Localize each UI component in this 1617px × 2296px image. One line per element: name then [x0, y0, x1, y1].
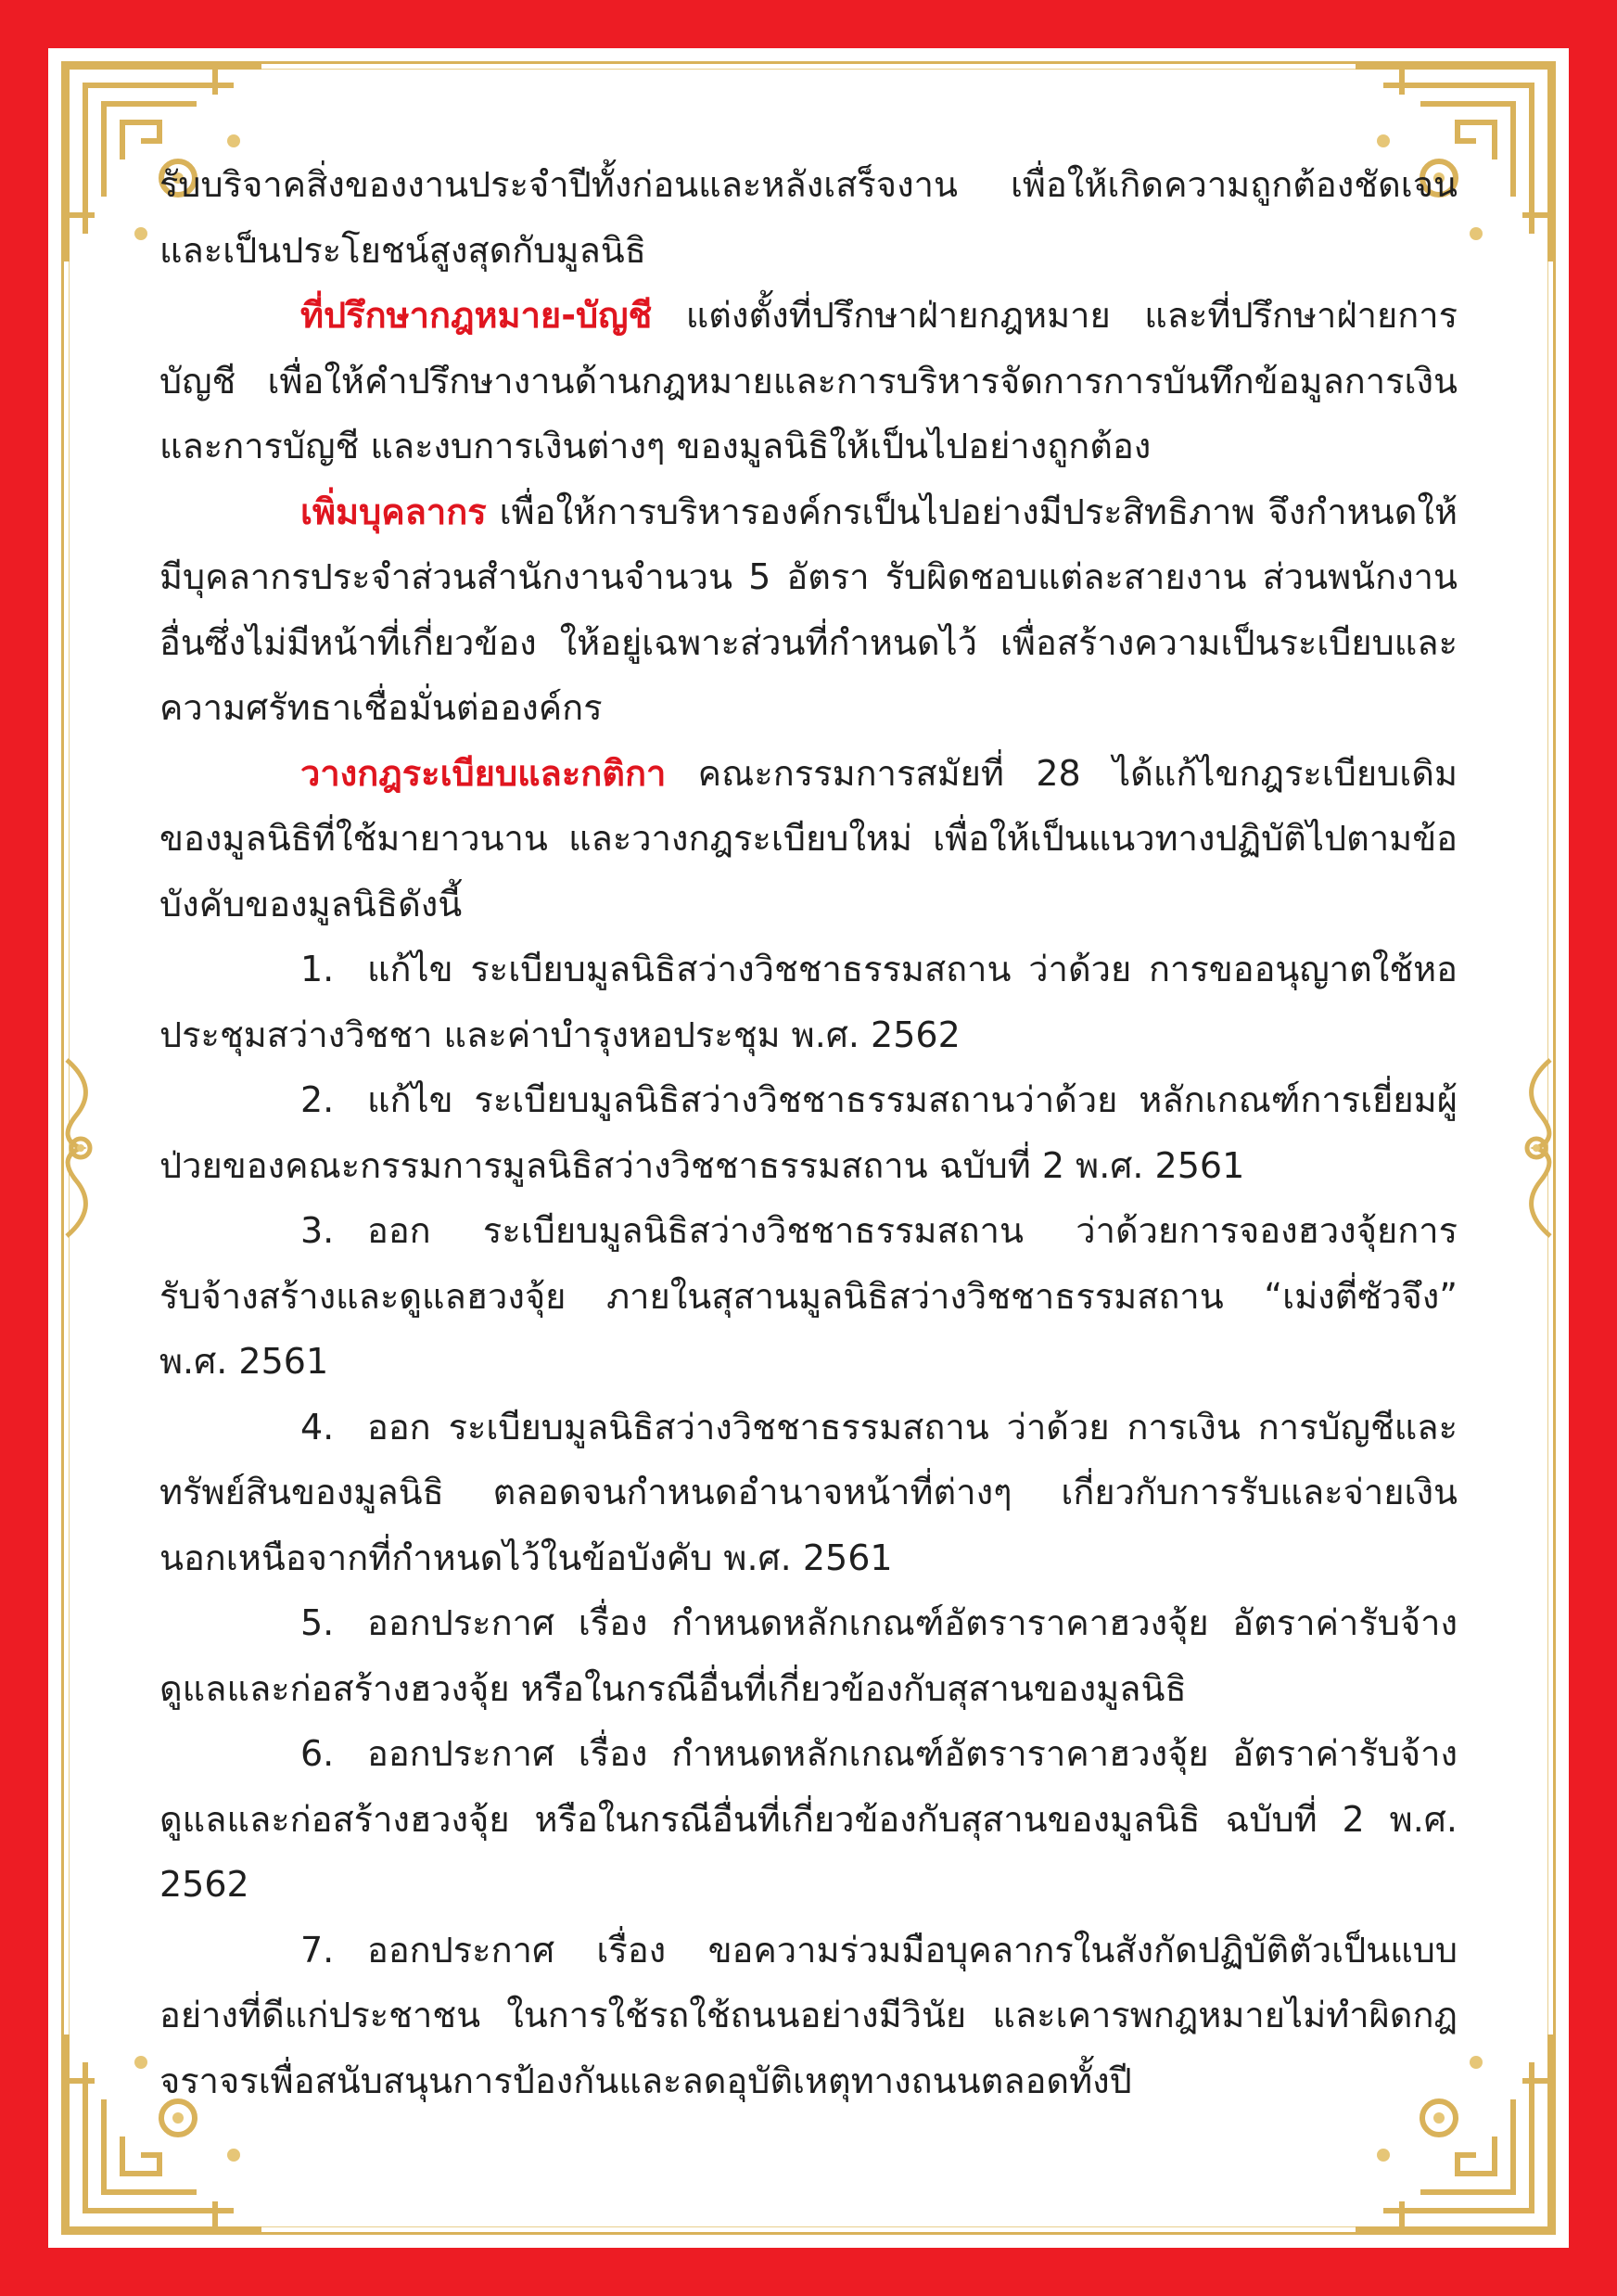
section-paragraph — [159, 283, 1458, 479]
section-text: เพื่อให้การบริหารองค์กรเป็นไปอย่างมีประสิทธิภาพ จึงกำหนดให้มีบุคลากรประจำส่วนสำนักงานจำนวน 5 อัตรา รับผิดชอบแต่ละสายงาน ส่วนพนักงานอื่นซึ่งไม่มีหน้าที่เกี่ยวข้อง ให้อยู่เฉพาะส่วนที่กำหนดไว้ เพื่อสร้างความเป็นระเบียบและความศรัทธาเชื่อมั่นต่อองค์กร — [159, 491, 1458, 728]
item-text: ออกประกาศ เรื่อง ขอความร่วมมือบุคลากรในสังกัดปฏิบัติตัวเป็นแบบอย่างที่ดีแก่ประชาชน ในการใช้รถใช้ถนนอย่างมีวินัย และเคารพกฎหมายไม่ทำผิดกฎจราจรเพื่อสนับสนุนการป้องกันและลดอุบัติเหตุทางถนนตลอดทั้งปี — [159, 1929, 1458, 2101]
list-item — [159, 1395, 1458, 1591]
item-text: ออก ระเบียบมูลนิธิสว่างวิชชาธรรมสถาน ว่าด้วยการจองฮวงจุ้ยการรับจ้างสร้างและดูแลฮวงจุ้ย ภายในสุสานมูลนิธิสว่างวิชชาธรรมสถาน “เม่งตี่ซัวจึง” พ.ศ. 2561 — [159, 1210, 1458, 1382]
item-number: 5. — [300, 1602, 335, 1643]
list-item — [159, 1067, 1458, 1198]
item-text: ออกประกาศ เรื่อง กำหนดหลักเกณฑ์อัตราราคาฮวงจุ้ย อัตราค่ารับจ้าง ดูแลและก่อสร้างฮวงจุ้ย หรือในกรณีอื่นที่เกี่ยวข้องกับสุสานของมูลนิธิ — [159, 1602, 1458, 1709]
item-number: 4. — [300, 1406, 335, 1448]
section-text: คณะกรรมการสมัยที่ 28 ได้แก้ไขกฎระเบียบเดิมของมูลนิธิที่ใช้มายาวนาน และวางกฎระเบียบใหม่ เพื่อให้เป็นแนวทางปฏิบัติไปตามข้อบังคับของมูลนิธิดังนี้ — [159, 752, 1458, 925]
section-heading: เพิ่มบุคลากร — [300, 491, 487, 532]
item-number: 3. — [300, 1210, 335, 1251]
list-item — [159, 1918, 1458, 2114]
list-item — [159, 1721, 1458, 1918]
side-ornament-icon — [48, 1051, 113, 1245]
item-number: 2. — [300, 1079, 335, 1120]
section-heading: วางกฎระเบียบและกติกา — [300, 752, 667, 794]
section-text: แต่งตั้งที่ปรึกษาฝ่ายกฎหมาย และที่ปรึกษาฝ่ายการบัญชี เพื่อให้คำปรึกษางานด้านกฎหมายและการบริหารจัดการการบันทึกข้อมูลการเงินและการบัญชี และงบการเงินต่างๆ ของมูลนิธิให้เป็นไปอย่างถูกต้อง — [159, 295, 1458, 466]
item-text: แก้ไข ระเบียบมูลนิธิสว่างวิชชาธรรมสถานว่าด้วย หลักเกณฑ์การเยี่ยมผู้ป่วยของคณะกรรมการมูลนิธิสว่างวิชชาธรรมสถาน ฉบับที่ 2 พ.ศ. 2561 — [159, 1079, 1458, 1186]
document-page — [48, 48, 1569, 2248]
item-number: 1. — [300, 949, 335, 989]
list-item — [159, 1198, 1458, 1395]
item-text: ออกประกาศ เรื่อง กำหนดหลักเกณฑ์อัตราราคาฮวงจุ้ย อัตราค่ารับจ้าง ดูแลและก่อสร้างฮวงจุ้ย หรือในกรณีอื่นที่เกี่ยวข้องกับสุสานของมูลนิธิ ฉบับที่ 2 พ.ศ. 2562 — [159, 1733, 1458, 1905]
document-body — [159, 152, 1458, 2113]
section-heading: ที่ปรึกษากฎหมาย-บัญชี — [300, 295, 653, 336]
item-text: แก้ไข ระเบียบมูลนิธิสว่างวิชชาธรรมสถาน ว่าด้วย การขออนุญาตใช้หอประชุมสว่างวิชชา และค่าบำรุงหอประชุม พ.ศ. 2562 — [159, 949, 1458, 1055]
item-number: 6. — [300, 1733, 335, 1774]
section-paragraph — [159, 741, 1458, 938]
item-text: ออก ระเบียบมูลนิธิสว่างวิชชาธรรมสถาน ว่าด้วย การเงิน การบัญชีและทรัพย์สินของมูลนิธิ ตลอดจนกำหนดอำนาจหน้าที่ต่างๆ เกี่ยวกับการรับและจ่ายเงิน นอกเหนือจากที่กำหนดไว้ในข้อบังคับ พ.ศ. 2561 — [159, 1406, 1458, 1578]
item-number: 7. — [300, 1929, 335, 1971]
intro-paragraph: รับบริจาคสิ่งของงานประจำปีทั้งก่อนและหลังเสร็จงาน เพื่อให้เกิดความถูกต้องชัดเจนและเป็นประโยชน์สูงสุดกับมูลนิธิ — [159, 164, 1458, 271]
list-item — [159, 1590, 1458, 1721]
section-paragraph — [159, 479, 1458, 741]
list-item — [159, 937, 1458, 1067]
side-ornament-icon — [1504, 1051, 1569, 1245]
